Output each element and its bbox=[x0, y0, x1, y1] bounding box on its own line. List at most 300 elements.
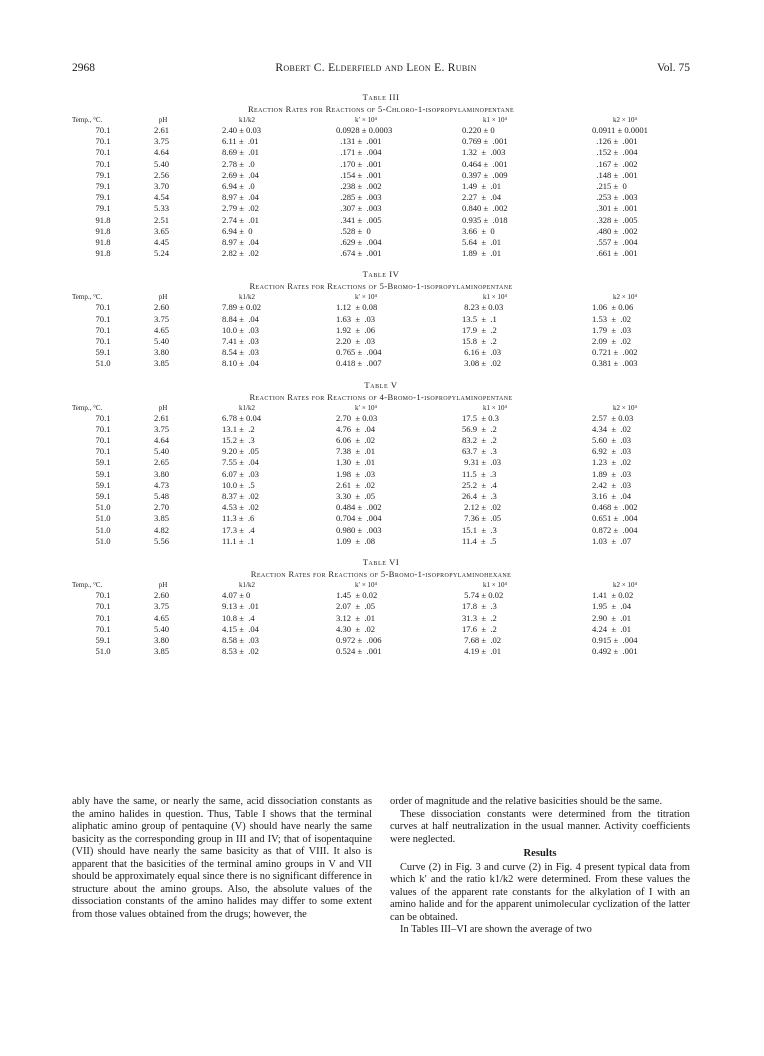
column-header: k1/k2 bbox=[239, 581, 255, 590]
table-header-row bbox=[72, 115, 690, 125]
table-cell: 70.1 bbox=[95, 590, 111, 601]
data-table bbox=[72, 292, 690, 369]
table-cell: 5.40 bbox=[154, 446, 170, 457]
paragraph: ably have the same, or nearly the same, acid dissociation constants as the amino halides in question. Thus, Table I shows that the terminal aliphatic amino group of pentaquine (V) should have nearly the same basicity as the corresponding group in III and IV; that of isopentaquine (VII) should have nearly the same basicity as that of VIII. It also is apparent that the basicities of the terminal amino groups in V and VII should be approximately equal since there is no significant difference in structure about the amino groups. Also, the absolute values of the dissociation constants of the amino halides may differ to some extent from those values obtained from the drugs; however, the bbox=[72, 796, 372, 920]
table-cell: 2.42 ± .03 bbox=[592, 479, 632, 490]
table-cell: 2.78 ± .0 bbox=[222, 158, 255, 169]
table-cell: 0.915 ± .004 bbox=[592, 634, 638, 645]
table-cell: 70.1 bbox=[95, 412, 111, 423]
table-cell: .674 ± .001 bbox=[336, 248, 382, 259]
table-cell: 91.8 bbox=[95, 225, 111, 236]
table-cell: 1.03 ± .07 bbox=[592, 535, 632, 546]
table-cell: 0.769 ± .001 bbox=[462, 136, 508, 147]
table-row bbox=[72, 635, 690, 646]
table-row bbox=[72, 325, 690, 336]
table-cell: 2.70 ± 0.03 bbox=[336, 412, 378, 423]
table-row bbox=[72, 469, 690, 480]
table-cell: 5.40 bbox=[154, 336, 170, 347]
table-cell: 1.49 ± .01 bbox=[462, 181, 502, 192]
table-cell: 2.61 ± .02 bbox=[336, 479, 376, 490]
table-cell: .661 ± .001 bbox=[592, 248, 638, 259]
table-cell: 2.61 bbox=[154, 125, 170, 135]
table-cell: 26.4 ± .3 bbox=[462, 491, 497, 502]
table-cell: 59.1 bbox=[95, 468, 111, 479]
table-cell: .557 ± .004 bbox=[592, 237, 638, 248]
table-cell: 4.19 ± .01 bbox=[462, 646, 502, 657]
table-cell: 2.56 bbox=[154, 169, 170, 180]
column-header: Temp., °C. bbox=[72, 293, 103, 302]
table-cell: 51.0 bbox=[95, 524, 111, 535]
table-cell: 2.79 ± .02 bbox=[222, 203, 259, 214]
table-caption: Reaction Rates for Reactions of 5-Bromo-1-isopropylaminohexane bbox=[250, 569, 512, 580]
table-cell: 7.68 ± .02 bbox=[462, 634, 502, 645]
table-cell: 83.2 ± .2 bbox=[462, 435, 497, 446]
table-cell: 70.1 bbox=[95, 313, 111, 324]
table-cell: 0.468 ± .002 bbox=[592, 502, 638, 513]
table-cell: 0.397 ± .009 bbox=[462, 169, 508, 180]
table-cell: 8.69 ± .01 bbox=[222, 147, 259, 158]
table-cell: 3.75 bbox=[154, 601, 170, 612]
column-header: k′ × 10⁴ bbox=[355, 293, 377, 302]
table-cell: 0.464 ± .001 bbox=[462, 158, 508, 169]
column-header: pH bbox=[158, 293, 168, 302]
table-row bbox=[72, 347, 690, 358]
table-cell: 11.3 ± .6 bbox=[222, 513, 255, 524]
table-row bbox=[72, 226, 690, 237]
table-cell: 8.84 ± .04 bbox=[222, 313, 259, 324]
data-table bbox=[72, 403, 690, 547]
table-cell: 2.27 ± .04 bbox=[462, 192, 502, 203]
column-header: Temp., °C. bbox=[72, 116, 103, 124]
table-cell: 4.73 bbox=[154, 479, 170, 490]
table-cell: .152 ± .004 bbox=[592, 147, 638, 158]
table-cell: 3.80 bbox=[154, 468, 170, 479]
table-cell: 1.98 ± .03 bbox=[336, 468, 376, 479]
table-cell: 0.492 ± .001 bbox=[592, 646, 638, 657]
table-row bbox=[72, 248, 690, 259]
table-cell: 2.90 ± .01 bbox=[592, 612, 632, 623]
table-cell: 2.74 ± .01 bbox=[222, 214, 259, 225]
table-row bbox=[72, 457, 690, 468]
table-cell: .341 ± .005 bbox=[336, 214, 382, 225]
table-cell: 3.85 bbox=[154, 646, 170, 657]
column-header: k2 × 10⁴ bbox=[613, 116, 637, 124]
table-cell: 59.1 bbox=[95, 491, 111, 502]
table-cell: .126 ± .001 bbox=[592, 136, 638, 147]
table-cell: 2.07 ± .05 bbox=[336, 601, 376, 612]
table-cell: 8.37 ± .02 bbox=[222, 491, 259, 502]
table-cell: 59.1 bbox=[95, 347, 111, 358]
table-cell: 2.82 ± .02 bbox=[222, 248, 259, 259]
table-cell: 15.1 ± .3 bbox=[462, 524, 497, 535]
table-cell: 0.381 ± .003 bbox=[592, 358, 638, 369]
table-cell: 70.1 bbox=[95, 158, 111, 169]
table-row bbox=[72, 424, 690, 435]
column-header: k′ × 10⁴ bbox=[355, 403, 377, 412]
table-cell: 11.1 ± .1 bbox=[222, 535, 255, 546]
table-cell: 2.57 ± 0.03 bbox=[592, 412, 634, 423]
table-cell: 2.60 bbox=[154, 302, 170, 313]
table-cell: 70.1 bbox=[95, 435, 111, 446]
table-cell: 5.40 bbox=[154, 158, 170, 169]
table-cell: 70.1 bbox=[95, 147, 111, 158]
table-cell: 3.75 bbox=[154, 423, 170, 434]
table-row bbox=[72, 624, 690, 635]
table-cell: 4.76 ± .04 bbox=[336, 423, 376, 434]
table-cell: 0.840 ± .002 bbox=[462, 203, 508, 214]
table-row bbox=[72, 181, 690, 192]
table-cell: 15.2 ± .3 bbox=[222, 435, 255, 446]
table-cell: 70.1 bbox=[95, 446, 111, 457]
table-row bbox=[72, 435, 690, 446]
paragraph: In Tables III–VI are shown the average of two bbox=[400, 924, 592, 935]
table-cell: 15.8 ± .2 bbox=[462, 336, 497, 347]
table-cell: 6.16 ± .03 bbox=[462, 347, 502, 358]
table-cell: 17.9 ± .2 bbox=[462, 324, 497, 335]
table-cell: 59.1 bbox=[95, 634, 111, 645]
table-cell: 9.20 ± .05 bbox=[222, 446, 259, 457]
table-cell: 17.3 ± .4 bbox=[222, 524, 255, 535]
table-cell: 91.8 bbox=[95, 248, 111, 259]
table-cell: 3.85 bbox=[154, 358, 170, 369]
data-table bbox=[72, 580, 690, 657]
table-cell: 3.30 ± .05 bbox=[336, 491, 376, 502]
table-block bbox=[72, 269, 690, 369]
paragraph: These dissociation constants were determined from the titration curves at half neutralization in the usual manner. Activity coefficients were neglected. bbox=[390, 808, 690, 845]
table-cell: 70.1 bbox=[95, 601, 111, 612]
table-row bbox=[72, 170, 690, 181]
table-cell: 1.53 ± .02 bbox=[592, 313, 632, 324]
table-header-row bbox=[72, 403, 690, 413]
table-cell: 63.7 ± .3 bbox=[462, 446, 497, 457]
page bbox=[72, 62, 690, 657]
column-header: k1 × 10⁴ bbox=[483, 293, 507, 302]
table-cell: 9.13 ± .01 bbox=[222, 601, 259, 612]
table-cell: 2.60 bbox=[154, 590, 170, 601]
table-cell: 70.1 bbox=[95, 302, 111, 313]
table-cell: 6.94 ± .0 bbox=[222, 181, 255, 192]
table-cell: 91.8 bbox=[95, 214, 111, 225]
table-cell: 8.97 ± .04 bbox=[222, 192, 259, 203]
table-cell: 3.65 bbox=[154, 225, 170, 236]
table-cell: 3.80 bbox=[154, 347, 170, 358]
table-cell: 5.56 bbox=[154, 535, 170, 546]
table-cell: 10.0 ± .03 bbox=[222, 324, 259, 335]
table-cell: 5.74 ± 0.02 bbox=[462, 590, 504, 601]
table-cell: 13.1 ± .2 bbox=[222, 423, 255, 434]
table-cell: 3.16 ± .04 bbox=[592, 491, 632, 502]
table-row bbox=[72, 601, 690, 612]
data-table bbox=[72, 115, 690, 259]
table-cell: 2.70 bbox=[154, 502, 170, 513]
table-cell: 2.09 ± .02 bbox=[592, 336, 632, 347]
column-header: k1/k2 bbox=[239, 116, 255, 124]
table-cell: 0.721 ± .002 bbox=[592, 347, 638, 358]
table-cell: 7.36 ± .05 bbox=[462, 513, 502, 524]
table-row bbox=[72, 147, 690, 158]
table-cell: 6.11 ± .01 bbox=[222, 136, 259, 147]
table-row bbox=[72, 192, 690, 203]
table-caption: Reaction Rates for Reactions of 5-Chloro-1-isopropylaminopentane bbox=[247, 104, 515, 114]
table-cell: 11.5 ± .3 bbox=[462, 468, 497, 479]
table-cell: 0.418 ± .007 bbox=[336, 358, 382, 369]
table-cell: 8.53 ± .02 bbox=[222, 646, 259, 657]
table-cell: .307 ± .003 bbox=[336, 203, 382, 214]
table-cell: 0.872 ± .004 bbox=[592, 524, 638, 535]
table-cell: 5.33 bbox=[154, 203, 170, 214]
table-row bbox=[72, 502, 690, 513]
column-header: k1 × 10⁴ bbox=[483, 581, 507, 590]
column-header: Temp., °C. bbox=[72, 581, 103, 590]
table-cell: 6.78 ± 0.04 bbox=[222, 412, 262, 423]
column-header: k1 × 10⁴ bbox=[483, 116, 507, 124]
table-cell: 4.24 ± .01 bbox=[592, 623, 632, 634]
table-cell: 0.0911 ± 0.0001 bbox=[592, 125, 648, 135]
table-cell: .154 ± .001 bbox=[336, 169, 382, 180]
table-cell: 2.40 ± 0.03 bbox=[222, 125, 262, 135]
column-header: pH bbox=[158, 403, 168, 412]
table-cell: 70.1 bbox=[95, 125, 111, 135]
table-cell: 4.34 ± .02 bbox=[592, 423, 632, 434]
table-cell: 9.31 ± .03 bbox=[462, 457, 502, 468]
body-text bbox=[72, 796, 690, 937]
table-cell: .238 ± .002 bbox=[336, 181, 382, 192]
table-label: Table III bbox=[362, 92, 400, 102]
column-header: k1 × 10⁴ bbox=[483, 403, 507, 412]
table-cell: 1.89 ± .01 bbox=[462, 248, 502, 259]
table-cell: 4.07 ± 0 bbox=[222, 590, 251, 601]
table-cell: 51.0 bbox=[95, 502, 111, 513]
table-row bbox=[72, 413, 690, 424]
table-cell: 6.07 ± .03 bbox=[222, 468, 259, 479]
table-cell: 79.1 bbox=[95, 192, 111, 203]
table-cell: 2.61 bbox=[154, 412, 170, 423]
table-cell: 3.75 bbox=[154, 313, 170, 324]
column-header: Temp., °C. bbox=[72, 403, 103, 412]
volume: Vol. 75 bbox=[656, 62, 690, 74]
table-cell: 51.0 bbox=[95, 513, 111, 524]
table-cell: 70.1 bbox=[95, 623, 111, 634]
table-cell: 6.92 ± .03 bbox=[592, 446, 632, 457]
table-cell: 2.51 bbox=[154, 214, 170, 225]
paragraph: order of magnitude and the relative basicities should be the same. bbox=[390, 796, 663, 807]
table-cell: 4.45 bbox=[154, 237, 170, 248]
table-cell: 5.24 bbox=[154, 248, 170, 259]
table-cell: 1.30 ± .01 bbox=[336, 457, 376, 468]
table-cell: 79.1 bbox=[95, 203, 111, 214]
table-cell: 3.85 bbox=[154, 513, 170, 524]
table-cell: .301 ± .001 bbox=[592, 203, 638, 214]
table-cell: 79.1 bbox=[95, 181, 111, 192]
table-cell: 5.60 ± .03 bbox=[592, 435, 632, 446]
table-cell: 0.765 ± .004 bbox=[336, 347, 382, 358]
table-cell: 5.48 bbox=[154, 491, 170, 502]
table-block bbox=[72, 380, 690, 547]
table-cell: 7.38 ± .01 bbox=[336, 446, 376, 457]
table-cell: 56.9 ± .2 bbox=[462, 423, 497, 434]
table-cell: 2.20 ± .03 bbox=[336, 336, 376, 347]
table-cell: 4.30 ± .02 bbox=[336, 623, 376, 634]
table-cell: 25.2 ± .4 bbox=[462, 479, 497, 490]
table-cell: 51.0 bbox=[95, 646, 111, 657]
table-cell: 1.06 ± 0.06 bbox=[592, 302, 634, 313]
table-cell: .480 ± .002 bbox=[592, 225, 638, 236]
table-cell: .629 ± .004 bbox=[336, 237, 382, 248]
table-cell: 8.23 ± 0.03 bbox=[462, 302, 504, 313]
tables-container bbox=[72, 92, 690, 657]
table-cell: 11.4 ± .5 bbox=[462, 535, 497, 546]
table-cell: 1.89 ± .03 bbox=[592, 468, 632, 479]
table-cell: 3.70 bbox=[154, 181, 170, 192]
table-caption: Reaction Rates for Reactions of 4-Bromo-1-isopropylaminopentane bbox=[249, 391, 513, 402]
table-block bbox=[72, 92, 690, 259]
table-cell: 7.89 ± 0.02 bbox=[222, 302, 262, 313]
table-cell: 1.92 ± .06 bbox=[336, 324, 376, 335]
table-cell: 91.8 bbox=[95, 237, 111, 248]
table-cell: 2.12 ± .02 bbox=[462, 502, 502, 513]
table-cell: 1.79 ± .03 bbox=[592, 324, 632, 335]
table-row bbox=[72, 525, 690, 536]
table-cell: 0.484 ± .002 bbox=[336, 502, 382, 513]
table-cell: 59.1 bbox=[95, 457, 111, 468]
table-cell: .170 ± .001 bbox=[336, 158, 382, 169]
table-row bbox=[72, 314, 690, 325]
table-cell: 70.1 bbox=[95, 612, 111, 623]
table-cell: 0.524 ± .001 bbox=[336, 646, 382, 657]
table-row bbox=[72, 446, 690, 457]
table-row bbox=[72, 336, 690, 347]
authors: Robert C. Elderfield and Leon E. Rubin bbox=[275, 62, 477, 74]
table-caption: Reaction Rates for Reactions of 5-Bromo-1-isopropylaminopentane bbox=[249, 281, 513, 292]
table-row bbox=[72, 536, 690, 547]
page-number: 2968 bbox=[72, 62, 95, 74]
table-cell: 5.40 bbox=[154, 623, 170, 634]
table-row bbox=[72, 302, 690, 313]
table-block bbox=[72, 557, 690, 657]
table-row bbox=[72, 237, 690, 248]
table-cell: 7.55 ± .04 bbox=[222, 457, 259, 468]
table-row bbox=[72, 215, 690, 226]
table-cell: 4.65 bbox=[154, 324, 170, 335]
table-cell: 31.3 ± .2 bbox=[462, 612, 497, 623]
table-cell: 51.0 bbox=[95, 358, 111, 369]
table-cell: 1.32 ± .003 bbox=[462, 147, 506, 158]
table-header-row bbox=[72, 580, 690, 590]
table-cell: 1.12 ± 0.08 bbox=[336, 302, 378, 313]
table-row bbox=[72, 480, 690, 491]
table-cell: 4.54 bbox=[154, 192, 170, 203]
table-cell: .253 ± .003 bbox=[592, 192, 638, 203]
table-cell: 3.66 ± 0 bbox=[462, 225, 495, 236]
table-cell: 10.8 ± .4 bbox=[222, 612, 255, 623]
table-cell: 0.980 ± .003 bbox=[336, 524, 382, 535]
table-row bbox=[72, 358, 690, 369]
table-row bbox=[72, 136, 690, 147]
column-header: k1/k2 bbox=[239, 403, 255, 412]
table-cell: 3.12 ± .01 bbox=[336, 612, 376, 623]
table-cell: 13.5 ± .1 bbox=[462, 313, 497, 324]
table-cell: 0.220 ± 0 bbox=[462, 125, 495, 135]
table-cell: 4.53 ± .02 bbox=[222, 502, 259, 513]
table-cell: 6.94 ± 0 bbox=[222, 225, 253, 236]
table-cell: 17.8 ± .3 bbox=[462, 601, 497, 612]
column-header: pH bbox=[158, 116, 168, 124]
table-cell: 70.1 bbox=[95, 423, 111, 434]
table-cell: 2.69 ± .04 bbox=[222, 169, 259, 180]
table-row bbox=[72, 203, 690, 214]
table-label: Table IV bbox=[362, 269, 400, 280]
table-cell: 7.41 ± .03 bbox=[222, 336, 259, 347]
table-cell: 1.45 ± 0.02 bbox=[336, 590, 378, 601]
table-cell: 3.80 bbox=[154, 634, 170, 645]
table-cell: 0.935 ± .018 bbox=[462, 214, 508, 225]
table-row bbox=[72, 125, 690, 136]
table-cell: 4.82 bbox=[154, 524, 170, 535]
table-row bbox=[72, 491, 690, 502]
table-label: Table V bbox=[364, 379, 398, 390]
table-cell: .171 ± .004 bbox=[336, 147, 382, 158]
table-cell: 4.15 ± .04 bbox=[222, 623, 259, 634]
table-row bbox=[72, 590, 690, 601]
table-cell: 4.65 bbox=[154, 612, 170, 623]
table-cell: 1.09 ± .08 bbox=[336, 535, 376, 546]
table-cell: .285 ± .003 bbox=[336, 192, 382, 203]
table-cell: 0.972 ± .006 bbox=[336, 634, 382, 645]
table-cell: 70.1 bbox=[95, 324, 111, 335]
table-cell: 70.1 bbox=[95, 136, 111, 147]
table-cell: 2.65 bbox=[154, 457, 170, 468]
column-header: k2 × 10⁴ bbox=[613, 581, 637, 590]
table-cell: 17.6 ± .2 bbox=[462, 623, 497, 634]
right-column bbox=[390, 796, 690, 937]
table-row bbox=[72, 513, 690, 524]
table-cell: 3.08 ± .02 bbox=[462, 358, 502, 369]
table-row bbox=[72, 159, 690, 170]
table-cell: 0.0928 ± 0.0003 bbox=[336, 125, 393, 135]
table-cell: .328 ± .005 bbox=[592, 214, 638, 225]
table-cell: 8.54 ± .03 bbox=[222, 347, 259, 358]
table-cell: 59.1 bbox=[95, 479, 111, 490]
table-cell: 0.651 ± .004 bbox=[592, 513, 638, 524]
table-cell: .148 ± .001 bbox=[592, 169, 638, 180]
table-cell: 17.5 ± 0.3 bbox=[462, 412, 499, 423]
table-cell: 4.64 bbox=[154, 147, 170, 158]
table-cell: 1.41 ± 0.02 bbox=[592, 590, 634, 601]
table-cell: 1.23 ± .02 bbox=[592, 457, 632, 468]
left-column bbox=[72, 796, 372, 937]
column-header: k2 × 10⁴ bbox=[613, 293, 637, 302]
table-cell: 3.75 bbox=[154, 136, 170, 147]
table-cell: .528 ± 0 bbox=[336, 225, 371, 236]
table-cell: 1.95 ± .04 bbox=[592, 601, 632, 612]
table-label: Table VI bbox=[362, 557, 400, 568]
column-header: pH bbox=[158, 581, 168, 590]
column-header: k2 × 10⁴ bbox=[613, 403, 637, 412]
table-cell: 8.97 ± .04 bbox=[222, 237, 259, 248]
table-cell: 51.0 bbox=[95, 535, 111, 546]
column-header: k′ × 10⁴ bbox=[355, 116, 377, 124]
table-cell: 10.0 ± .5 bbox=[222, 479, 255, 490]
section-heading: Results bbox=[523, 848, 557, 859]
table-cell: 1.63 ± .03 bbox=[336, 313, 376, 324]
paragraph: Curve (2) in Fig. 3 and curve (2) in Fig. 4 present typical data from which k′ and the ratio k1/k2 were determined. From these values the values of the apparent rate constants for the alkylation of I with an amino halide and for the apparent unimolecular cyclization of the latter can be obtained. bbox=[390, 861, 690, 923]
table-cell: 4.64 bbox=[154, 435, 170, 446]
running-head bbox=[72, 62, 690, 78]
table-header-row bbox=[72, 292, 690, 302]
table-cell: 6.06 ± .02 bbox=[336, 435, 376, 446]
column-header: k1/k2 bbox=[239, 293, 255, 302]
table-row bbox=[72, 613, 690, 624]
